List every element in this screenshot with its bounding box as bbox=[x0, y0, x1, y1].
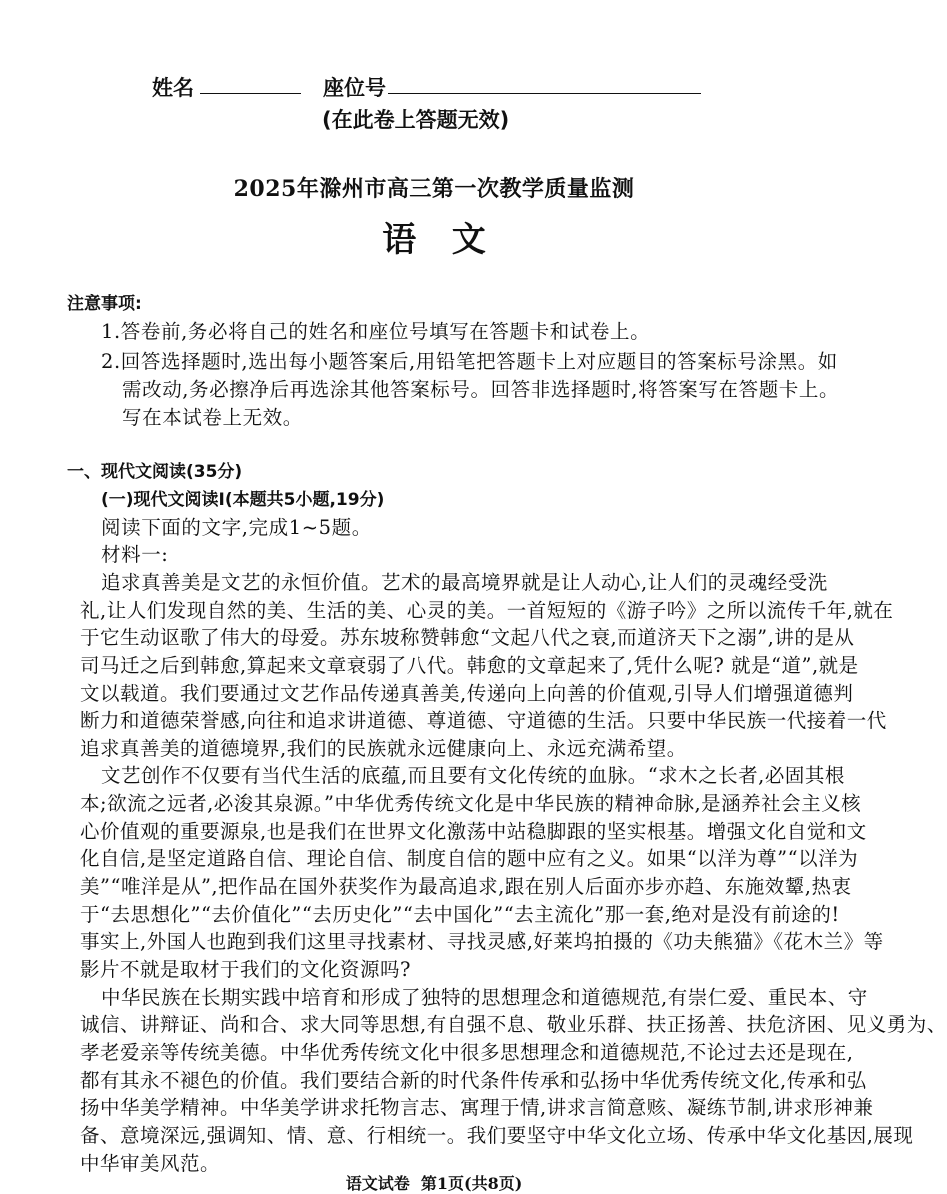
instruction-item-1: 1.答卷前,务必将自己的姓名和座位号填写在答题卡和试卷上。 bbox=[101, 320, 651, 343]
reading-directive: 阅读下面的文字,完成1~5题。 bbox=[101, 516, 372, 539]
passage-line: 本;欲流之远者,必浚其泉源。”中华优秀传统文化是中华民族的精神命脉,是涵养社会主义核 bbox=[80, 792, 862, 815]
invalid-notice: (在此卷上答题无效) bbox=[322, 108, 510, 132]
seat-field[interactable] bbox=[388, 73, 701, 94]
passage-line: 断力和道德荣誉感,向往和追求讲道德、尊道德、守道德的生活。只要中华民族一代接着一代 bbox=[80, 709, 887, 732]
subject-title: 语 文 bbox=[382, 220, 486, 260]
seat-label: 座位号 bbox=[323, 76, 386, 100]
passage-line: 备、意境深远,强调知、情、意、行相统一。我们要坚守中华文化立场、传承中华文化基因,展现 bbox=[80, 1124, 914, 1147]
passage-line: 中华民族在长期实践中培育和形成了独特的思想理念和道德规范,有崇仁爱、重民本、守 bbox=[101, 986, 868, 1009]
material-label: 材料一: bbox=[101, 543, 169, 566]
name-field[interactable] bbox=[200, 73, 301, 94]
passage-line: 化自信,是坚定道路自信、理论自信、制度自信的题中应有之义。如果“以洋为尊”“以洋为 bbox=[80, 847, 859, 870]
passage-line: 文艺创作不仅要有当代生活的底蕴,而且要有文化传统的血脉。“求木之长者,必固其根 bbox=[101, 764, 845, 787]
passage-line: 文以载道。我们要通过文艺作品传递真善美,传递向上向善的价值观,引导人们增强道德判 bbox=[80, 682, 854, 705]
passage-line: 心价值观的重要源泉,也是我们在世界文化激荡中站稳脚跟的坚实根基。增强文化自觉和文 bbox=[80, 820, 867, 843]
passage-line: 于它生动讴歌了伟大的母爱。苏东坡称赞韩愈“文起八代之衰,而道济天下之溺”,讲的是从 bbox=[80, 626, 855, 649]
passage-line: 于“去思想化”“去价值化”“去历史化”“去中国化”“去主流化”那一套,绝对是没有前途的! bbox=[80, 903, 840, 926]
passage-line: 追求真善美的道德境界,我们的民族就永远健康向上、永远充满希望。 bbox=[80, 737, 687, 760]
passage-line: 孝老爱亲等传统美德。中华优秀传统文化中很多思想理念和道德规范,不论过去还是现在, bbox=[80, 1041, 854, 1064]
name-label: 姓名 bbox=[152, 76, 194, 100]
passage-line: 事实上,外国人也跑到我们这里寻找素材、寻找灵感,好莱坞拍摄的《功夫熊猫》《花木兰》等 bbox=[80, 930, 884, 953]
page-footer: 语文试卷 第1页(共8页) bbox=[345, 1174, 523, 1193]
passage-line: 都有其永不褪色的价值。我们要结合新的时代条件传承和弘扬中华优秀传统文化,传承和弘 bbox=[80, 1069, 867, 1092]
passage-line: 诚信、讲辩证、尚和合、求大同等思想,有自强不息、敬业乐群、扶正扬善、扶危济困、见义勇为、 bbox=[80, 1013, 947, 1036]
section-heading: 一、现代文阅读(35分) bbox=[67, 462, 243, 482]
passage-line: 扬中华美学精神。中华美学讲求托物言志、寓理于情,讲求言简意赅、凝练节制,讲求形神兼 bbox=[80, 1096, 874, 1119]
passage-line: 礼,让人们发现自然的美、生活的美、心灵的美。一首短短的《游子吟》之所以流传千年,就在 bbox=[80, 599, 894, 622]
passage-line: 美”“唯洋是从”,把作品在国外获奖作为最高追求,跟在别人后面亦步亦趋、东施效颦,热衷 bbox=[80, 875, 852, 898]
passage-line: 追求真善美是文艺的永恒价值。艺术的最高境界就是让人动心,让人们的灵魂经受洗 bbox=[101, 571, 828, 594]
instruction-item-2: 2.回答选择题时,选出每小题答案后,用铅笔把答题卡上对应题目的答案标号涂黑。如 bbox=[101, 350, 838, 373]
instructions-heading: 注意事项: bbox=[67, 294, 142, 314]
exam-title: 2025年滁州市高三第一次教学质量监测 bbox=[233, 176, 635, 202]
instruction-item-2-cont: 需改动,务必擦净后再选涂其他答案标号。回答非选择题时,将答案写在答题卡上。 bbox=[122, 378, 840, 401]
instruction-item-2-cont: 写在本试卷上无效。 bbox=[122, 406, 303, 429]
passage-line: 影片不就是取材于我们的文化资源吗? bbox=[80, 958, 411, 981]
passage-line: 中华审美风范。 bbox=[80, 1152, 221, 1175]
subsection-heading: (一)现代文阅读Ⅰ(本题共5小题,19分) bbox=[101, 490, 385, 510]
passage-line: 司马迁之后到韩愈,算起来文章衰弱了八代。韩愈的文章起来了,凭什么呢? 就是“道”,就是 bbox=[80, 654, 859, 677]
